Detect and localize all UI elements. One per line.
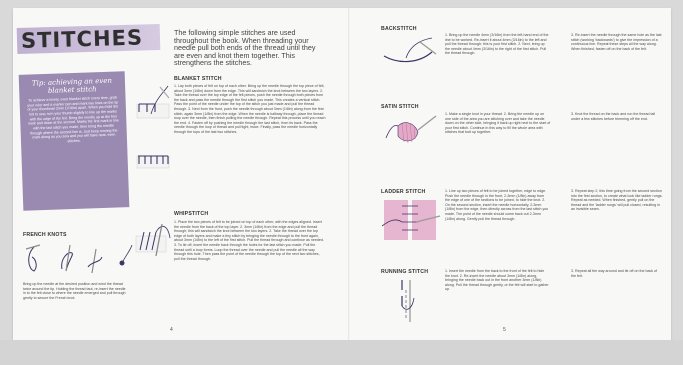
tip-body: To achieve a lovely, even blanket stitch every time, grab your ruler and a marker pen and mark two lines on the tip of your thumbnail 2mm (1/16in) apart. When you hold the felt to sew, turn your thumb slightly to line up the marks with the edge of the felt. Bring the needle up at the first mark and down at the second. Marks the first mark in line with the last stitch you made, then bring the needle through where the second line is. Just keep moving the mark along as you sew and you will have neat, even stitches. (27, 95, 119, 144)
satin-stitch-text-2: 3. Knot the thread on the back and run the thread tail under a few stitches before trimming off the end. (571, 112, 656, 121)
satin-stitch-text-1: 1. Make a single knot in your thread. 2. Bring the needle up on one side of the area you are stitching over and take the needle down on the other side, bringing it back up right next to the start of your first stitch. Continue in this way to fill the whole area with stitches that butt up together. (445, 112, 551, 135)
running-stitch-illustration (380, 276, 440, 326)
book-gutter (348, 8, 350, 356)
ladder-stitch-heading: LADDER STITCH (381, 189, 426, 195)
whipstitch-text: 1. Place the two pieces of felt to be joined on top of each other, with the edges aligned. Insert the needle from the back of the top layer. 2. 3mm (1/8in) from the edge and pull the thread through; this will sandwich the knot between the two layers. 2. Take the thread over the top edge of both layers and make a tiny stitch by bringing the needle through to the front again, about 3mm (1/8in) to the left of the first stitch. Pull the thread through and continue as needed. 3. To tie off, insert the needle back through the holes for the last stitch you made. Pull the thread until a loop forms. Loop the thread over the needle and pull the needle all the way through this hole. Then pass the point of the needle through the top of the next two stitches, pull the thread through. (174, 220, 324, 261)
page-number-left: 4 (170, 327, 173, 333)
tip-box (19, 71, 130, 211)
intro-paragraph: The following simple stitches are used throughout the book. When threading your needle pull both ends of the thread until they are even and knot them together. This strengthens the stitches. (174, 28, 316, 68)
backstitch-illustration (380, 34, 440, 68)
title-band (17, 24, 161, 54)
ladder-stitch-illustration (380, 196, 442, 246)
blanket-stitch-text: 1. Lay both pieces of felt on top of each other. Bring up the needle through the top piece of felt, about 3mm (1/8in) down from the edge. This will sandwich the knot between the two layers. 2. Take the thread over the top edge of the felt pieces, push the needle through both pieces from the back and pass the needle through the first stitch you made. This creates a vertical stitch. Pass the point of the needle under the top of the stitch you just made and pull the thread through. 3. Next from the front, push the needle through about 3mm (1/8in) along from the first stitch, again 3mm (1/8in) from the edge. When the needle is halfway through, place the thread loop over the needle, then finish pulling the needle through. Repeat this process until you reach the end. 4. Fasten off by pushing the needle through the last stitch, from its back. Pass the needle through the loop of thread and pull tight, twice. Finally, pass the needle horizontally through the tops of the last two stitches. (174, 84, 326, 134)
blanket-stitch-illustration-1 (136, 84, 170, 120)
backstitch-text-2: 3. Re-insert the needle through the same hole as the last stitch (working 'backwards') to give the impression of a continuous line. Repeat these steps all the way along. When finished, fasten off on the back of the felt. (571, 33, 662, 51)
page-number-right: 5 (503, 327, 506, 333)
running-stitch-text-1: 1. Insert the needle from the back to the front of the felt to hide the knot. 2. Re-insert the needle about 3mm (1/8in) along, bringing the needle back out in the front another 3mm (1/8in) along. Pull the thread through gently, or the felt will start to gather up. (445, 269, 549, 292)
blanket-stitch-illustration-2 (136, 150, 170, 170)
running-stitch-text-2: 3. Repeat all the way around and tie off on the back of the felt. (571, 269, 658, 278)
french-knots-heading: FRENCH KNOTS (23, 232, 67, 238)
whipstitch-heading: WHIPSTITCH (174, 211, 209, 217)
french-knots-text: Bring up the needle at the desired position and wind the thread twice around the tip. Holding the thread taut, re-insert the needle in to the felt close to where the needle emerged and pull through gently to secure the French knot. (23, 282, 126, 300)
tip-title: Tip: achieving an even blanket stitch (31, 76, 113, 95)
ladder-stitch-text-2: 3. Repeat step 2, this time going from the second section into the first section, to create what look like ladder rungs. Repeat as needed. When finished, gently pull on the thread and the 'ladder rungs' will pull closed, resulting in an invisible seam. (571, 189, 663, 212)
blanket-stitch-heading: BLANKET STITCH (174, 76, 222, 82)
whipstitch-illustration (134, 220, 174, 260)
running-stitch-heading: RUNNING STITCH (381, 269, 429, 275)
ladder-stitch-text-1: 1. Line up two pieces of felt to be joined together, edge to edge. Push the needle through in the front, 2-3mm (1/8in) away from the edge of one of the sections to be joined, to hide the knot. 2. On the second section, insert the needle horizontally, 2-3mm (1/8in) from the edge, then directly across from the last stitch you made. The point of the needle should come back out 2-3mm (1/8in) along. Gently pull the thread through. (445, 189, 549, 221)
satin-stitch-heading: SATIN STITCH (381, 104, 419, 110)
satin-stitch-illustration (380, 112, 440, 156)
french-knots-illustration (22, 241, 132, 277)
viewer-bottom-bar (0, 340, 683, 365)
backstitch-heading: BACKSTITCH (381, 26, 417, 32)
page-title: STITCHES (20, 25, 144, 53)
backstitch-text-1: 1. Bring up the needle 4mm (3/16in) from the left-hand end of the line to be worked. Re-insert it about 4mm (3/16in) to the left and pull the thread through; this is your first stitch. 2. Next, bring up the needle about 4mm (3/16in) to the right of the first stitch. Pull the thread through. (445, 33, 549, 56)
